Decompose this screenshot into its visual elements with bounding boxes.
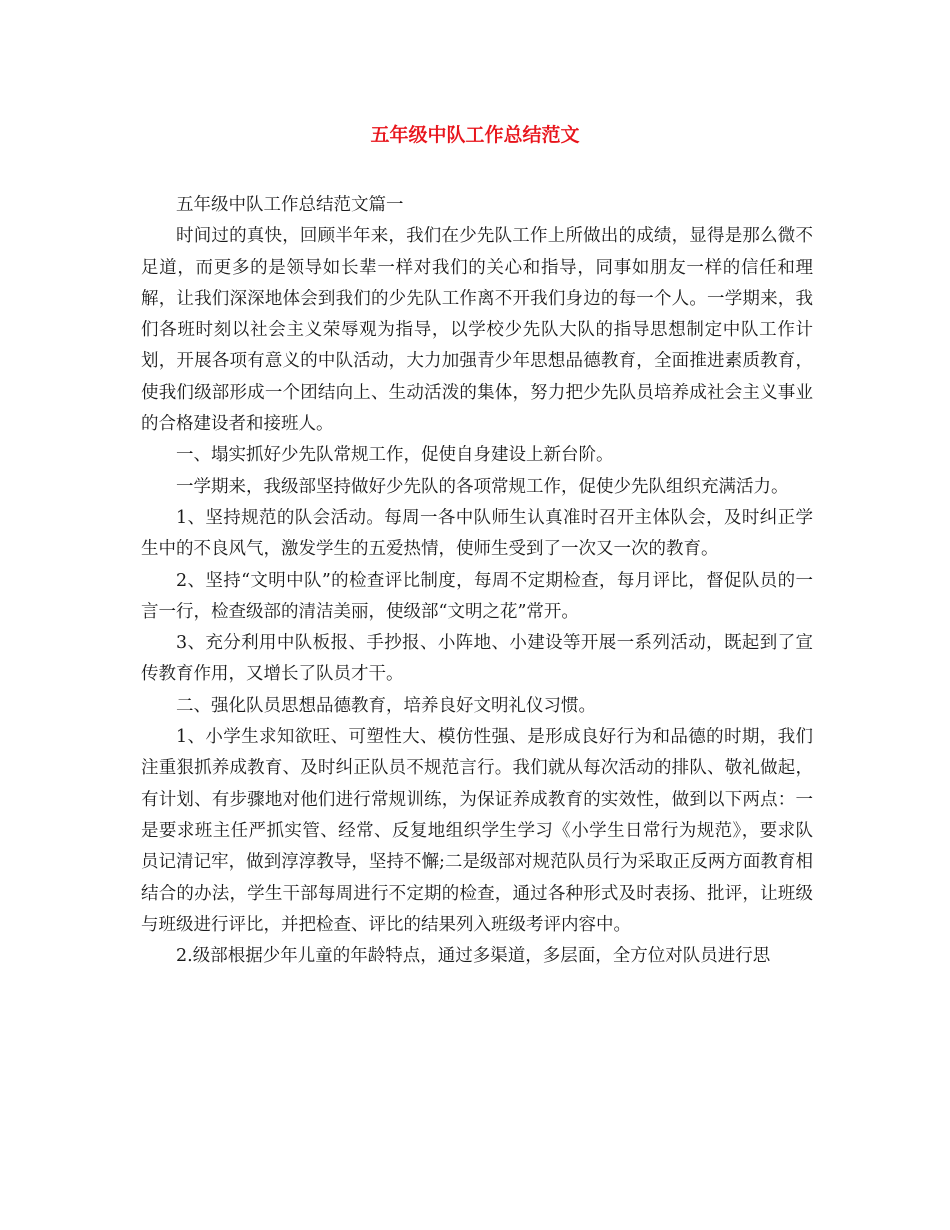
document-body	[141, 190, 813, 972]
body-paragraph: 2.级部根据少年儿童的年龄特点，通过多渠道，多层面，全方位对队员进行思	[176, 946, 771, 967]
body-paragraph: 一学期来，我级部坚持做好少先队的各项常规工作，促使少先队组织充满活力。	[176, 476, 789, 497]
document-title: 五年级中队工作总结范文	[370, 124, 580, 146]
body-paragraph: 2、坚持“文明中队”的检查评比制度，每周不定期检查，每月评比，督促队员的一言一行，检查级部的清洁美丽，使级部“文明之花”常开。	[141, 570, 813, 622]
section-heading: 二、强化队员思想品德教育，培养良好文明礼仪习惯。	[176, 695, 596, 716]
body-paragraph: 1、坚持规范的队会活动。每周一各中队师生认真准时召开主体队会，及时纠正学生中的不良风气，激发学生的五爱热情，使师生受到了一次又一次的教育。	[141, 507, 813, 560]
section-heading: 五年级中队工作总结范文篇一	[176, 195, 404, 215]
body-paragraph: 时间过的真快，回顾半年来，我们在少先队工作上所做出的成绩，显得是那么微不足道，而更多的是领导如长辈一样对我们的关心和指导，同事如朋友一样的信任和理解，让我们深深地体会到我们的少先队工作离不开我们身边的每一个人。一学期来，我们各班时刻以社会主义荣辱观为指导，以学校少先队大队的指导思想制定中队工作计划，开展各项有意义的中队活动，大力加强青少年思想品德教育，全面推进素质教育，使我们级部形成一个团结向上、生动活泼的集体，努力把少先队员培养成社会主义事业的合格建设者和接班人。	[141, 226, 813, 435]
body-paragraph: 1、小学生求知欲旺、可塑性大、模仿性强、是形成良好行为和品德的时期，我们注重狠抓养成教育、及时纠正队员不规范言行。我们就从每次活动的排队、敬礼做起，有计划、有步骤地对他们进行常规训练，为保证养成教育的实效性，做到以下两点：一是要求班主任严抓实管、经常、反复地组织学生学习《小学生日常行为规范》，要求队员记清记牢，做到淳淳教导，坚持不懈;二是级部对规范队员行为采取正反两方面教育相结合的办法，学生干部每周进行不定期的检查，通过各种形式及时表扬、批评，让班级与班级进行评比，并把检查、评比的结果列入班级考评内容中。	[141, 727, 813, 935]
section-heading: 一、塌实抓好少先队常规工作，促使自身建设上新台阶。	[176, 445, 614, 466]
body-paragraph: 3、充分利用中队板报、手抄报、小阵地、小建设等开展一系列活动，既起到了宣传教育作用，又增长了队员才干。	[141, 633, 813, 685]
